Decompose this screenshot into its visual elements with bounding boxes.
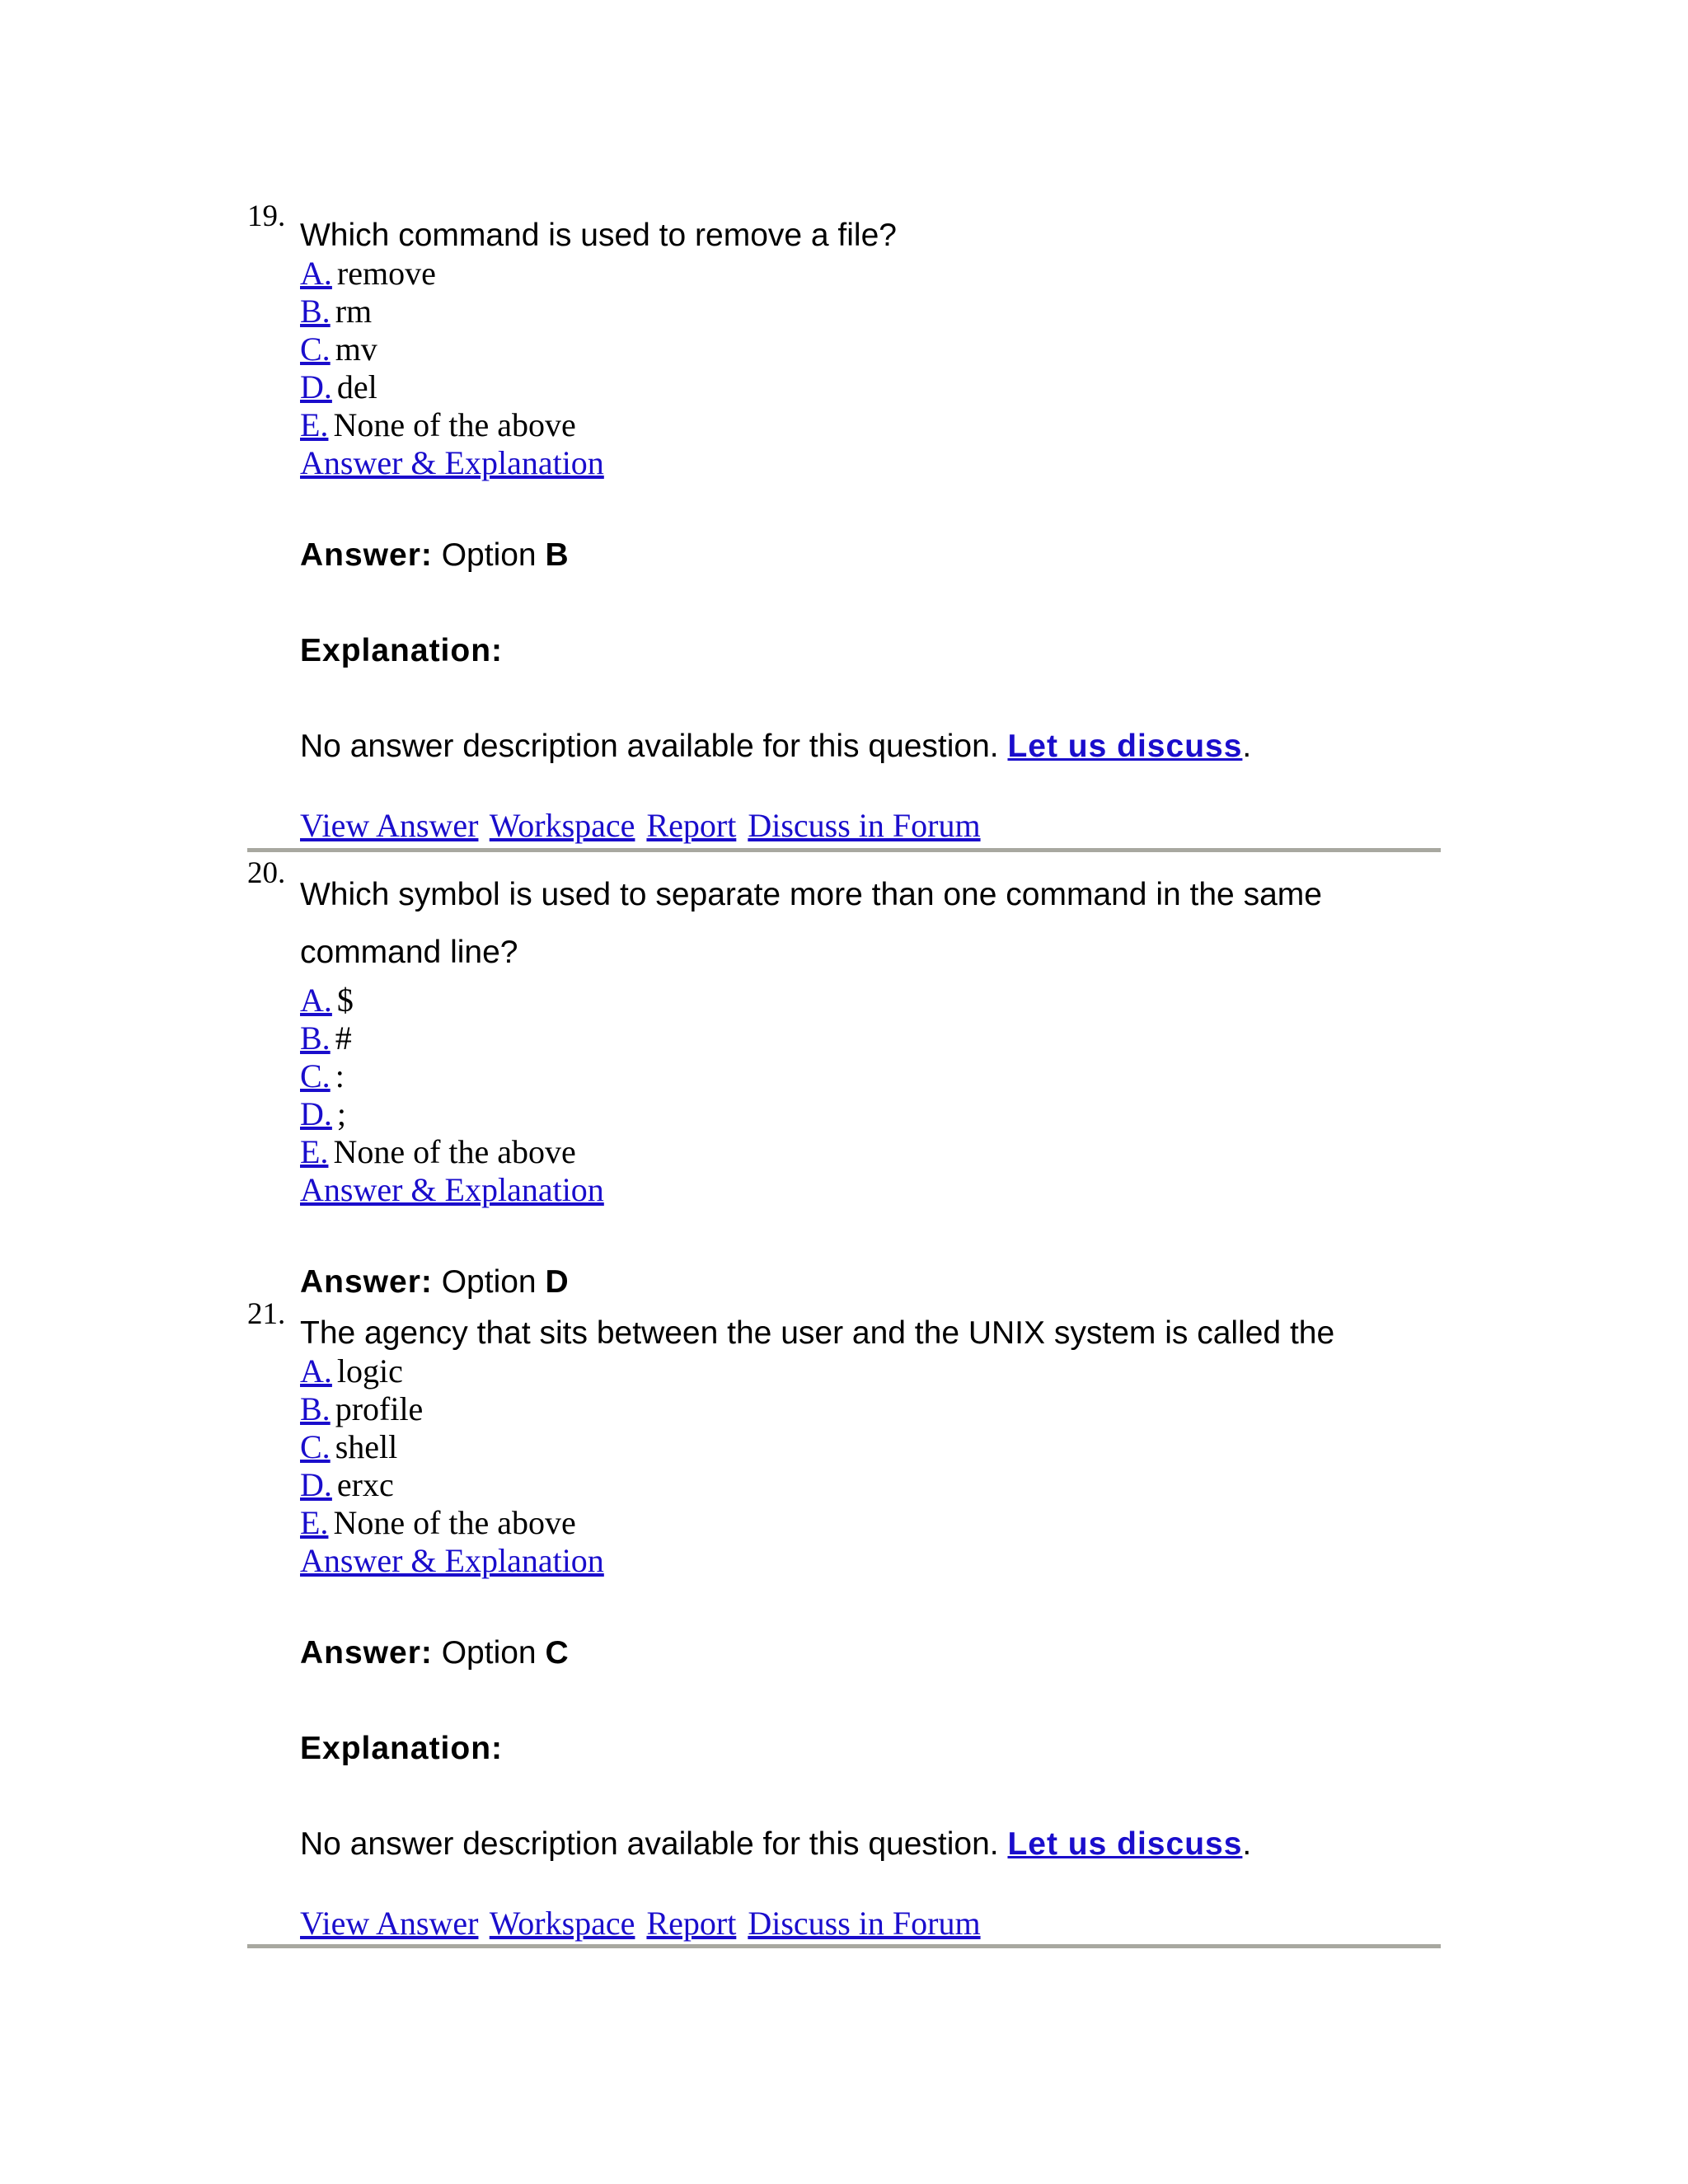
- option-c-link[interactable]: C.: [300, 1428, 331, 1465]
- question-21: [247, 1299, 1442, 1943]
- option-c: [300, 330, 1442, 368]
- option-e-text: None of the above: [333, 1133, 576, 1170]
- option-d: [300, 1095, 1442, 1133]
- option-b-text: profile: [335, 1390, 424, 1427]
- option-b-link[interactable]: B.: [300, 1390, 331, 1427]
- explanation-period: .: [1242, 1826, 1252, 1862]
- option-b-link[interactable]: B.: [300, 1019, 331, 1057]
- question-body: [300, 1299, 1442, 1943]
- option-c-text: shell: [335, 1428, 398, 1465]
- workspace-link[interactable]: Workspace: [489, 1905, 635, 1942]
- option-c: [300, 1428, 1442, 1466]
- answer-label: Answer:: [300, 537, 433, 573]
- explanation-text: No answer description available for this question.: [300, 1826, 999, 1862]
- question-number: 19.: [247, 199, 286, 233]
- answer-explanation-row: [300, 444, 1442, 482]
- option-e: [300, 1504, 1442, 1542]
- answer-option: B: [545, 537, 570, 573]
- option-e-link[interactable]: E.: [300, 1504, 329, 1541]
- option-a-link[interactable]: A.: [300, 982, 332, 1019]
- answer-label: Answer:: [300, 1264, 433, 1300]
- answer-prefix: Option: [441, 1635, 537, 1671]
- option-a: [300, 982, 1442, 1019]
- option-e-text: None of the above: [333, 1504, 576, 1541]
- option-a-text: $: [336, 982, 354, 1019]
- answer-explanation-link[interactable]: Answer & Explanation: [300, 1542, 604, 1579]
- question-divider: [247, 848, 1441, 852]
- report-link[interactable]: Report: [646, 807, 737, 844]
- option-c: [300, 1057, 1442, 1095]
- answer-prefix: Option: [441, 537, 537, 573]
- explanation-text: No answer description available for this question.: [300, 729, 999, 764]
- option-a: [300, 1352, 1442, 1390]
- answer-line: [300, 537, 1442, 574]
- question-19: [247, 201, 1442, 845]
- option-d-text: erxc: [336, 1466, 394, 1503]
- question-number: 21.: [247, 1297, 286, 1331]
- answer-line: [300, 1634, 1442, 1672]
- answer-prefix: Option: [441, 1264, 537, 1300]
- option-c-link[interactable]: C.: [300, 1057, 331, 1094]
- answer-explanation-link[interactable]: Answer & Explanation: [300, 1171, 604, 1208]
- option-d-text: ;: [336, 1095, 347, 1132]
- explanation-period: .: [1242, 729, 1252, 764]
- question-divider: [247, 1944, 1441, 1948]
- explanation-text-row: [300, 728, 1442, 766]
- option-b: [300, 293, 1442, 330]
- option-b-link[interactable]: B.: [300, 293, 331, 330]
- option-c-text: :: [335, 1057, 345, 1094]
- let-us-discuss-link[interactable]: Let us discuss: [1007, 729, 1243, 764]
- let-us-discuss-link[interactable]: Let us discuss: [1007, 1826, 1243, 1862]
- option-a-text: logic: [336, 1352, 403, 1390]
- answer-explanation-row: [300, 1171, 1442, 1209]
- option-d: [300, 1466, 1442, 1504]
- option-e: [300, 406, 1442, 444]
- option-e: [300, 1133, 1442, 1171]
- answer-option: D: [545, 1264, 570, 1300]
- discuss-in-forum-link[interactable]: Discuss in Forum: [748, 807, 981, 844]
- answer-explanation-link[interactable]: Answer & Explanation: [300, 444, 604, 481]
- option-d-link[interactable]: D.: [300, 1466, 332, 1503]
- answer-line: [300, 1263, 1442, 1301]
- option-a-link[interactable]: A.: [300, 255, 332, 292]
- option-b: [300, 1390, 1442, 1428]
- option-d-link[interactable]: D.: [300, 1095, 332, 1132]
- view-answer-link[interactable]: View Answer: [300, 807, 479, 844]
- explanation-heading: Explanation:: [300, 633, 504, 668]
- option-c-text: mv: [335, 330, 377, 368]
- option-b-text: rm: [335, 293, 373, 330]
- answer-label: Answer:: [300, 1635, 433, 1671]
- option-e-link[interactable]: E.: [300, 406, 329, 443]
- option-b-text: #: [335, 1019, 352, 1057]
- option-a: [300, 255, 1442, 293]
- option-a-text: remove: [336, 255, 436, 292]
- question-text: Which symbol is used to separate more than one command in the same command line?: [300, 877, 1322, 970]
- option-d-link[interactable]: D.: [300, 368, 332, 405]
- question-text: The agency that sits between the user and the UNIX system is called the: [300, 1315, 1335, 1351]
- option-c-link[interactable]: C.: [300, 330, 331, 368]
- option-e-text: None of the above: [333, 406, 576, 443]
- report-link[interactable]: Report: [646, 1905, 737, 1942]
- answer-option: C: [545, 1635, 570, 1671]
- option-a-link[interactable]: A.: [300, 1352, 332, 1390]
- question-body: [300, 201, 1442, 845]
- discuss-in-forum-link[interactable]: Discuss in Forum: [748, 1905, 981, 1942]
- option-d: [300, 368, 1442, 406]
- workspace-link[interactable]: Workspace: [489, 807, 635, 844]
- question-number: 20.: [247, 856, 286, 890]
- question-footer-links: [300, 807, 1442, 845]
- option-e-link[interactable]: E.: [300, 1133, 329, 1170]
- option-b: [300, 1019, 1442, 1057]
- explanation-heading: Explanation:: [300, 1731, 504, 1766]
- option-d-text: del: [336, 368, 377, 405]
- question-text: Which command is used to remove a file?: [300, 218, 897, 253]
- question-20: [247, 858, 1442, 1301]
- view-answer-link[interactable]: View Answer: [300, 1905, 479, 1942]
- question-footer-links: [300, 1905, 1442, 1943]
- question-body: [300, 858, 1442, 1301]
- answer-explanation-row: [300, 1542, 1442, 1580]
- explanation-text-row: [300, 1825, 1442, 1863]
